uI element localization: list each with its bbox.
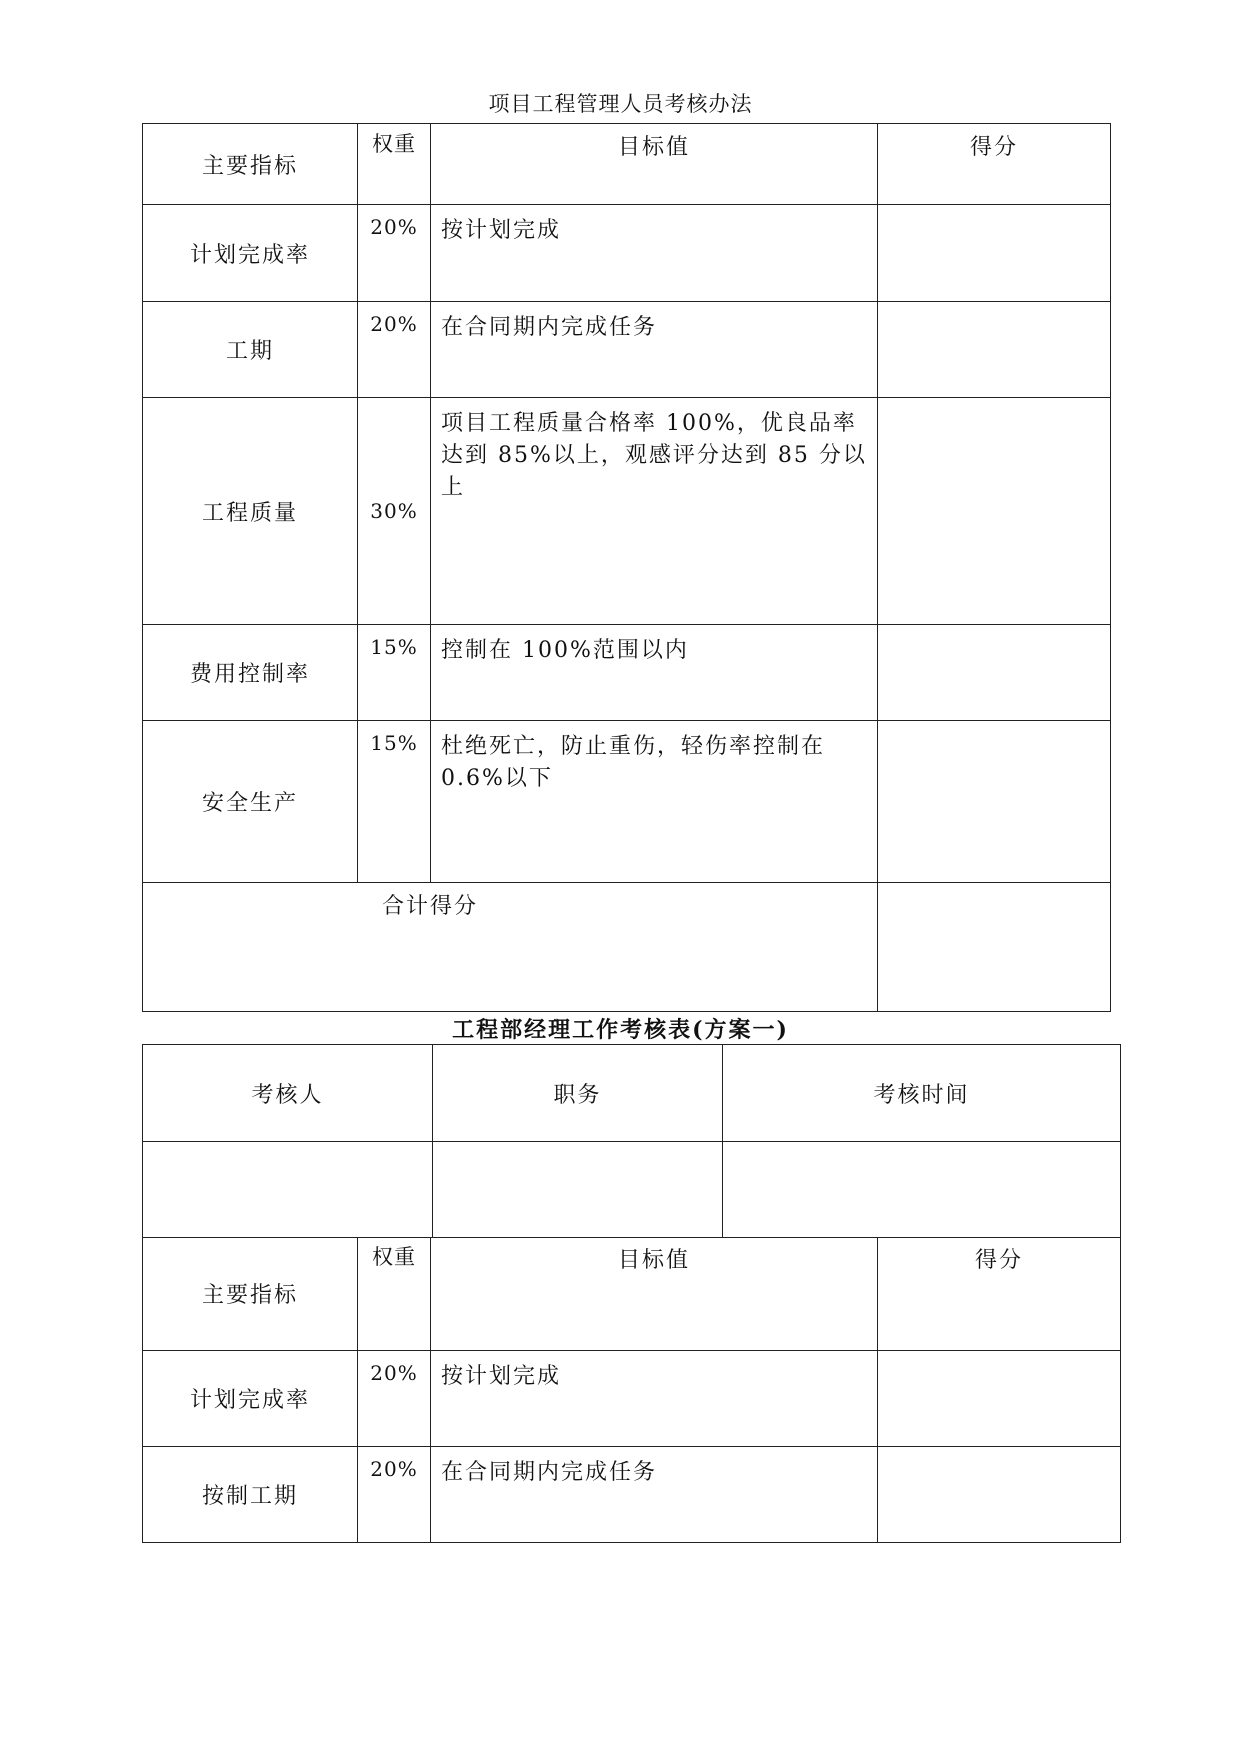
target-cell: 按计划完成: [431, 1350, 878, 1446]
total-label: 合计得分: [143, 883, 878, 1012]
total-score-cell: [878, 883, 1111, 1012]
header-weight: 权重: [358, 124, 431, 205]
indicator-cell: 工期: [143, 302, 358, 398]
score-cell: [878, 398, 1111, 625]
total-row: [143, 883, 1111, 1012]
header-target: 目标值: [431, 1237, 878, 1350]
score-cell: [878, 205, 1111, 302]
header-target: 目标值: [431, 124, 878, 205]
position-value: [433, 1142, 723, 1238]
time-header: 考核时间: [723, 1045, 1121, 1142]
score-cell: [878, 1446, 1121, 1542]
score-cell: [878, 302, 1111, 398]
header-score: 得分: [878, 124, 1111, 205]
weight-cell: 20%: [358, 302, 431, 398]
table-row: [143, 1350, 1121, 1446]
assessment-table-2: [142, 1237, 1121, 1543]
meta-value-row: [143, 1142, 1121, 1238]
target-cell: 项目工程质量合格率 100%，优良品率达到 85%以上，观感评分达到 85 分以上: [431, 398, 878, 625]
weight-cell: 15%: [358, 625, 431, 721]
target-cell: 在合同期内完成任务: [431, 1446, 878, 1542]
table-row: [143, 721, 1111, 883]
table-header-row: [143, 1237, 1121, 1350]
weight-cell: 20%: [358, 1350, 431, 1446]
header-score: 得分: [878, 1237, 1121, 1350]
weight-cell: 30%: [358, 398, 431, 625]
indicator-cell: 计划完成率: [143, 205, 358, 302]
target-cell: 杜绝死亡，防止重伤，轻伤率控制在 0.6%以下: [431, 721, 878, 883]
assessment-meta-table: [142, 1044, 1121, 1238]
weight-cell: 20%: [358, 1446, 431, 1542]
position-header: 职务: [433, 1045, 723, 1142]
table-row: [143, 625, 1111, 721]
indicator-cell: 费用控制率: [143, 625, 358, 721]
indicator-cell: 安全生产: [143, 721, 358, 883]
assessment-table-1: [142, 123, 1111, 1012]
score-cell: [878, 721, 1111, 883]
header-indicator: 主要指标: [143, 1237, 358, 1350]
weight-cell: 15%: [358, 721, 431, 883]
time-value: [723, 1142, 1121, 1238]
table-row: [143, 1446, 1121, 1542]
table-2-title: 工程部经理工作考核表(方案一): [452, 1017, 789, 1043]
assessor-value: [143, 1142, 433, 1238]
table-row: [143, 302, 1111, 398]
indicator-cell: 工程质量: [143, 398, 358, 625]
weight-cell: 20%: [358, 205, 431, 302]
page-header: 项目工程管理人员考核办法: [488, 92, 753, 116]
score-cell: [878, 1350, 1121, 1446]
header-indicator: 主要指标: [143, 124, 358, 205]
table-header-row: [143, 124, 1111, 205]
score-cell: [878, 625, 1111, 721]
target-cell: 在合同期内完成任务: [431, 302, 878, 398]
target-cell: 按计划完成: [431, 205, 878, 302]
assessor-header: 考核人: [143, 1045, 433, 1142]
indicator-cell: 按制工期: [143, 1446, 358, 1542]
table-row: [143, 398, 1111, 625]
table-row: [143, 205, 1111, 302]
header-weight: 权重: [358, 1237, 431, 1350]
indicator-cell: 计划完成率: [143, 1350, 358, 1446]
meta-header-row: [143, 1045, 1121, 1142]
target-cell: 控制在 100%范围以内: [431, 625, 878, 721]
